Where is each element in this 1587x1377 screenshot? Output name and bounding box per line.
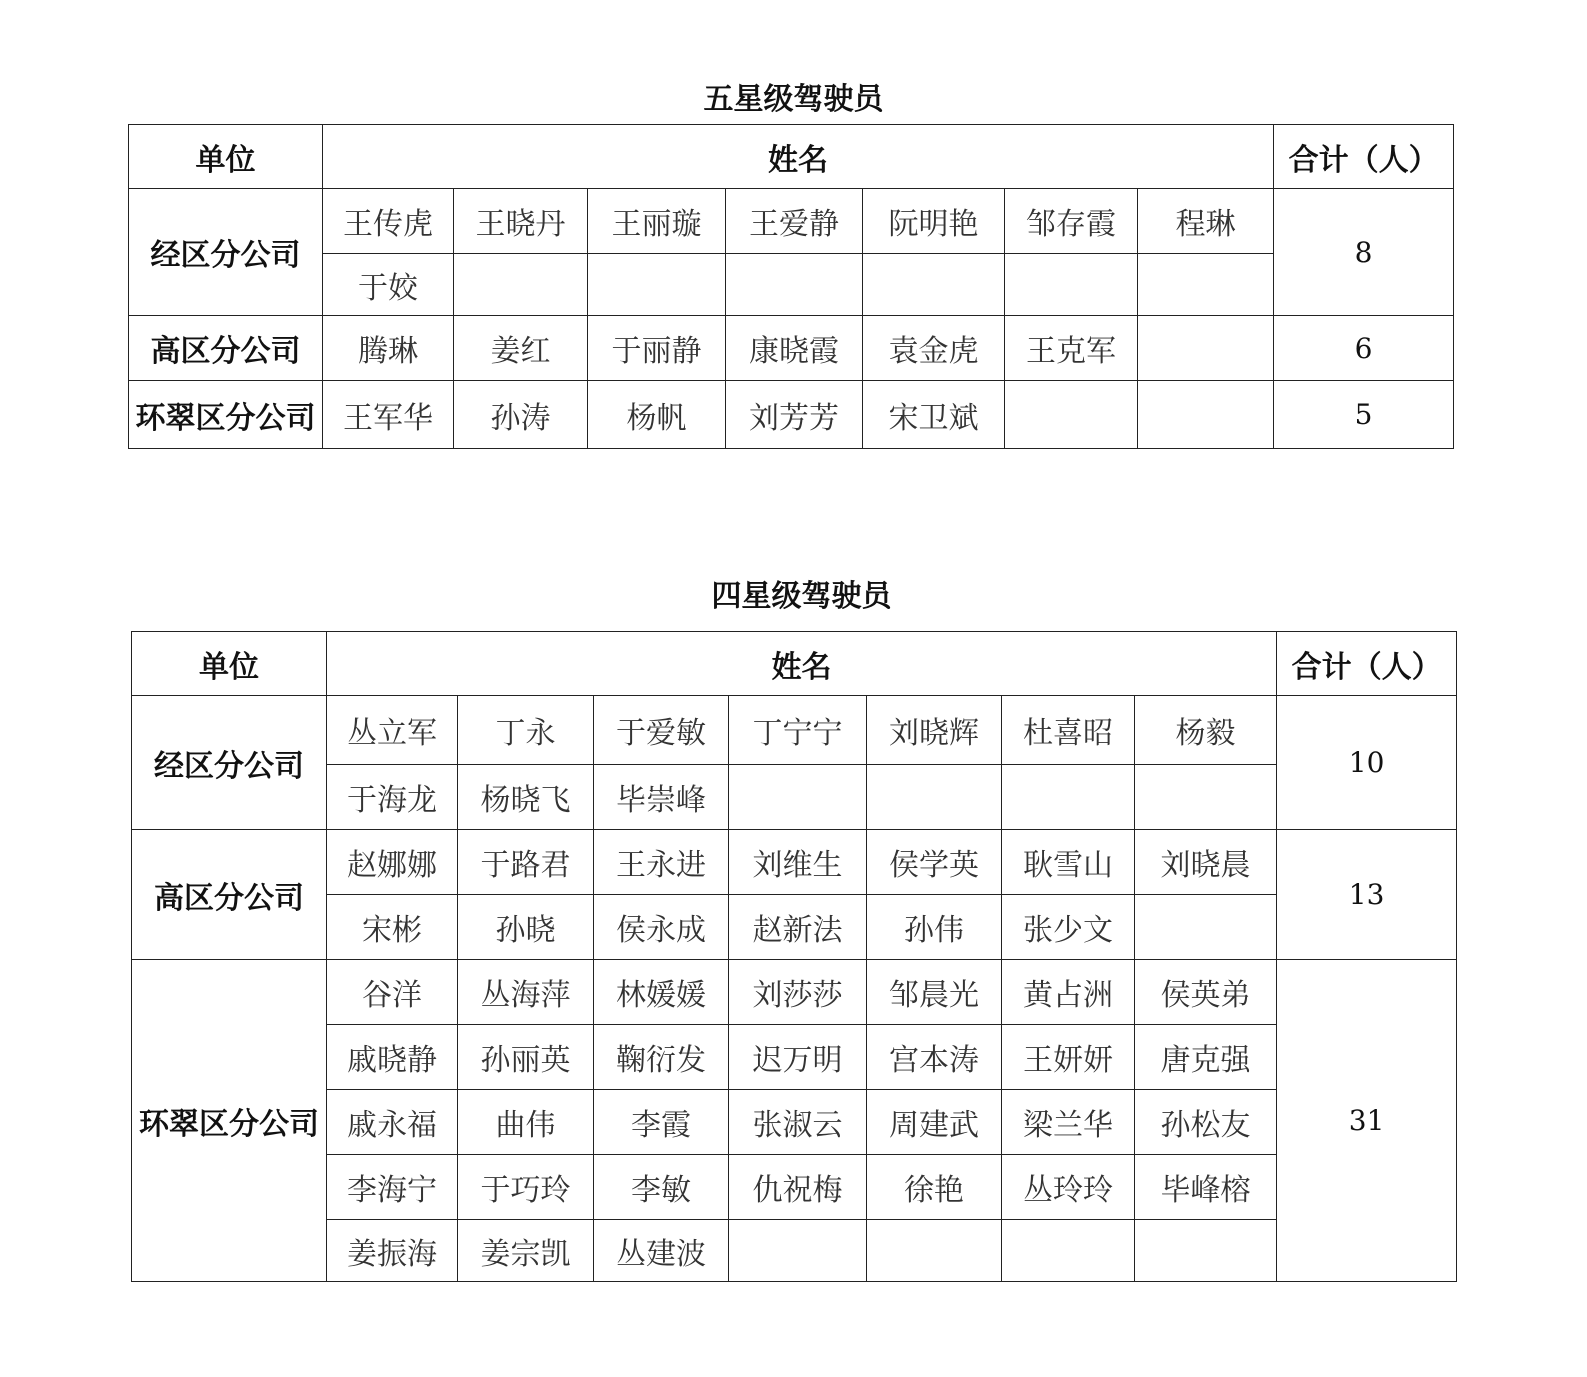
name-cell: 张少文	[1002, 895, 1135, 960]
name-cell: 丁宁宁	[729, 696, 867, 765]
name-cell: 袁金虎	[863, 316, 1005, 381]
total-cell: 13	[1277, 830, 1457, 960]
name-cell: 于海龙	[327, 765, 458, 830]
unit-cell: 环翠区分公司	[132, 960, 327, 1282]
name-cell: 赵娜娜	[327, 830, 458, 895]
name-cell: 孙涛	[454, 381, 588, 449]
name-header: 姓名	[327, 632, 1277, 696]
name-cell: 阮明艳	[863, 189, 1005, 254]
four-star-table	[131, 631, 1457, 1282]
name-cell: 宋彬	[327, 895, 458, 960]
name-cell	[1005, 381, 1138, 449]
name-cell	[729, 765, 867, 830]
name-cell: 梁兰华	[1002, 1090, 1135, 1155]
name-cell	[867, 765, 1002, 830]
name-cell: 周建武	[867, 1090, 1002, 1155]
name-cell	[588, 254, 726, 316]
name-cell: 刘维生	[729, 830, 867, 895]
table-row	[132, 1220, 1457, 1282]
name-cell: 侯学英	[867, 830, 1002, 895]
name-cell: 邹存霞	[1005, 189, 1138, 254]
name-cell: 谷洋	[327, 960, 458, 1025]
name-cell: 于爱敏	[594, 696, 729, 765]
name-cell: 姜宗凯	[458, 1220, 594, 1282]
name-cell	[1135, 1220, 1277, 1282]
name-cell	[1135, 895, 1277, 960]
name-cell: 王永进	[594, 830, 729, 895]
name-cell: 王妍妍	[1002, 1025, 1135, 1090]
name-cell: 曲伟	[458, 1090, 594, 1155]
total-header: 合计（人）	[1277, 632, 1457, 696]
name-cell: 丛立军	[327, 696, 458, 765]
name-cell: 唐克强	[1135, 1025, 1277, 1090]
unit-header: 单位	[129, 125, 323, 189]
header-row	[129, 125, 1454, 189]
name-cell: 于路君	[458, 830, 594, 895]
four-star-title: 四星级驾驶员	[711, 579, 892, 614]
name-cell: 侯英弟	[1135, 960, 1277, 1025]
name-cell: 赵新法	[729, 895, 867, 960]
name-cell: 耿雪山	[1002, 830, 1135, 895]
total-cell: 10	[1277, 696, 1457, 830]
table-row	[132, 1090, 1457, 1155]
name-cell	[1002, 765, 1135, 830]
name-cell	[1005, 254, 1138, 316]
name-cell: 鞠衍发	[594, 1025, 729, 1090]
name-cell: 王爱静	[726, 189, 863, 254]
name-cell: 李海宁	[327, 1155, 458, 1220]
name-header: 姓名	[323, 125, 1274, 189]
name-cell: 张淑云	[729, 1090, 867, 1155]
name-cell: 刘芳芳	[726, 381, 863, 449]
name-cell: 杨帆	[588, 381, 726, 449]
name-cell	[1138, 254, 1274, 316]
name-cell	[729, 1220, 867, 1282]
name-cell: 刘莎莎	[729, 960, 867, 1025]
name-cell	[1138, 316, 1274, 381]
name-cell: 迟万明	[729, 1025, 867, 1090]
table-row	[132, 1155, 1457, 1220]
name-cell: 毕崇峰	[594, 765, 729, 830]
name-cell: 程琳	[1138, 189, 1274, 254]
unit-cell: 高区分公司	[132, 830, 327, 960]
name-cell: 丛玲玲	[1002, 1155, 1135, 1220]
name-cell: 刘晓晨	[1135, 830, 1277, 895]
five-star-title: 五星级驾驶员	[703, 82, 884, 117]
name-cell: 孙丽英	[458, 1025, 594, 1090]
total-header: 合计（人）	[1274, 125, 1454, 189]
unit-cell: 经区分公司	[129, 189, 323, 316]
table-row	[132, 765, 1457, 830]
name-cell: 刘晓辉	[867, 696, 1002, 765]
name-cell: 杜喜昭	[1002, 696, 1135, 765]
name-cell: 杨晓飞	[458, 765, 594, 830]
name-cell: 徐艳	[867, 1155, 1002, 1220]
name-cell: 王军华	[323, 381, 454, 449]
name-cell	[454, 254, 588, 316]
name-cell: 戚永福	[327, 1090, 458, 1155]
name-cell	[863, 254, 1005, 316]
name-cell: 黄占洲	[1002, 960, 1135, 1025]
name-cell: 丁永	[458, 696, 594, 765]
name-cell: 王丽璇	[588, 189, 726, 254]
name-cell: 李霞	[594, 1090, 729, 1155]
total-cell: 6	[1274, 316, 1454, 381]
name-cell: 宫本涛	[867, 1025, 1002, 1090]
table-row	[132, 895, 1457, 960]
name-cell: 宋卫斌	[863, 381, 1005, 449]
table-row	[129, 254, 1454, 316]
name-cell	[1002, 1220, 1135, 1282]
unit-cell: 环翠区分公司	[129, 381, 323, 449]
name-cell: 戚晓静	[327, 1025, 458, 1090]
header-row	[132, 632, 1457, 696]
five-star-table	[128, 124, 1454, 449]
name-cell: 于巧玲	[458, 1155, 594, 1220]
name-cell: 丛海萍	[458, 960, 594, 1025]
name-cell: 姜红	[454, 316, 588, 381]
name-cell: 仇祝梅	[729, 1155, 867, 1220]
name-cell: 邹晨光	[867, 960, 1002, 1025]
table-row	[129, 381, 1454, 449]
table-row	[132, 1025, 1457, 1090]
name-cell: 李敏	[594, 1155, 729, 1220]
name-cell: 王晓丹	[454, 189, 588, 254]
name-cell: 王传虎	[323, 189, 454, 254]
name-cell: 毕峰榕	[1135, 1155, 1277, 1220]
name-cell: 侯永成	[594, 895, 729, 960]
name-cell	[1135, 765, 1277, 830]
total-cell: 31	[1277, 960, 1457, 1282]
name-cell	[867, 1220, 1002, 1282]
unit-cell: 经区分公司	[132, 696, 327, 830]
table-row	[132, 696, 1457, 765]
name-cell	[1138, 381, 1274, 449]
name-cell: 腾琳	[323, 316, 454, 381]
name-cell: 孙松友	[1135, 1090, 1277, 1155]
name-cell	[726, 254, 863, 316]
name-cell: 于姣	[323, 254, 454, 316]
name-cell: 于丽静	[588, 316, 726, 381]
name-cell: 孙伟	[867, 895, 1002, 960]
name-cell: 康晓霞	[726, 316, 863, 381]
name-cell: 杨毅	[1135, 696, 1277, 765]
table-row	[132, 830, 1457, 895]
name-cell: 姜振海	[327, 1220, 458, 1282]
name-cell: 孙晓	[458, 895, 594, 960]
unit-cell: 高区分公司	[129, 316, 323, 381]
table-row	[129, 316, 1454, 381]
unit-header: 单位	[132, 632, 327, 696]
total-cell: 8	[1274, 189, 1454, 316]
name-cell: 丛建波	[594, 1220, 729, 1282]
table-row	[132, 960, 1457, 1025]
total-cell: 5	[1274, 381, 1454, 449]
name-cell: 林媛媛	[594, 960, 729, 1025]
table-row	[129, 189, 1454, 254]
name-cell: 王克军	[1005, 316, 1138, 381]
